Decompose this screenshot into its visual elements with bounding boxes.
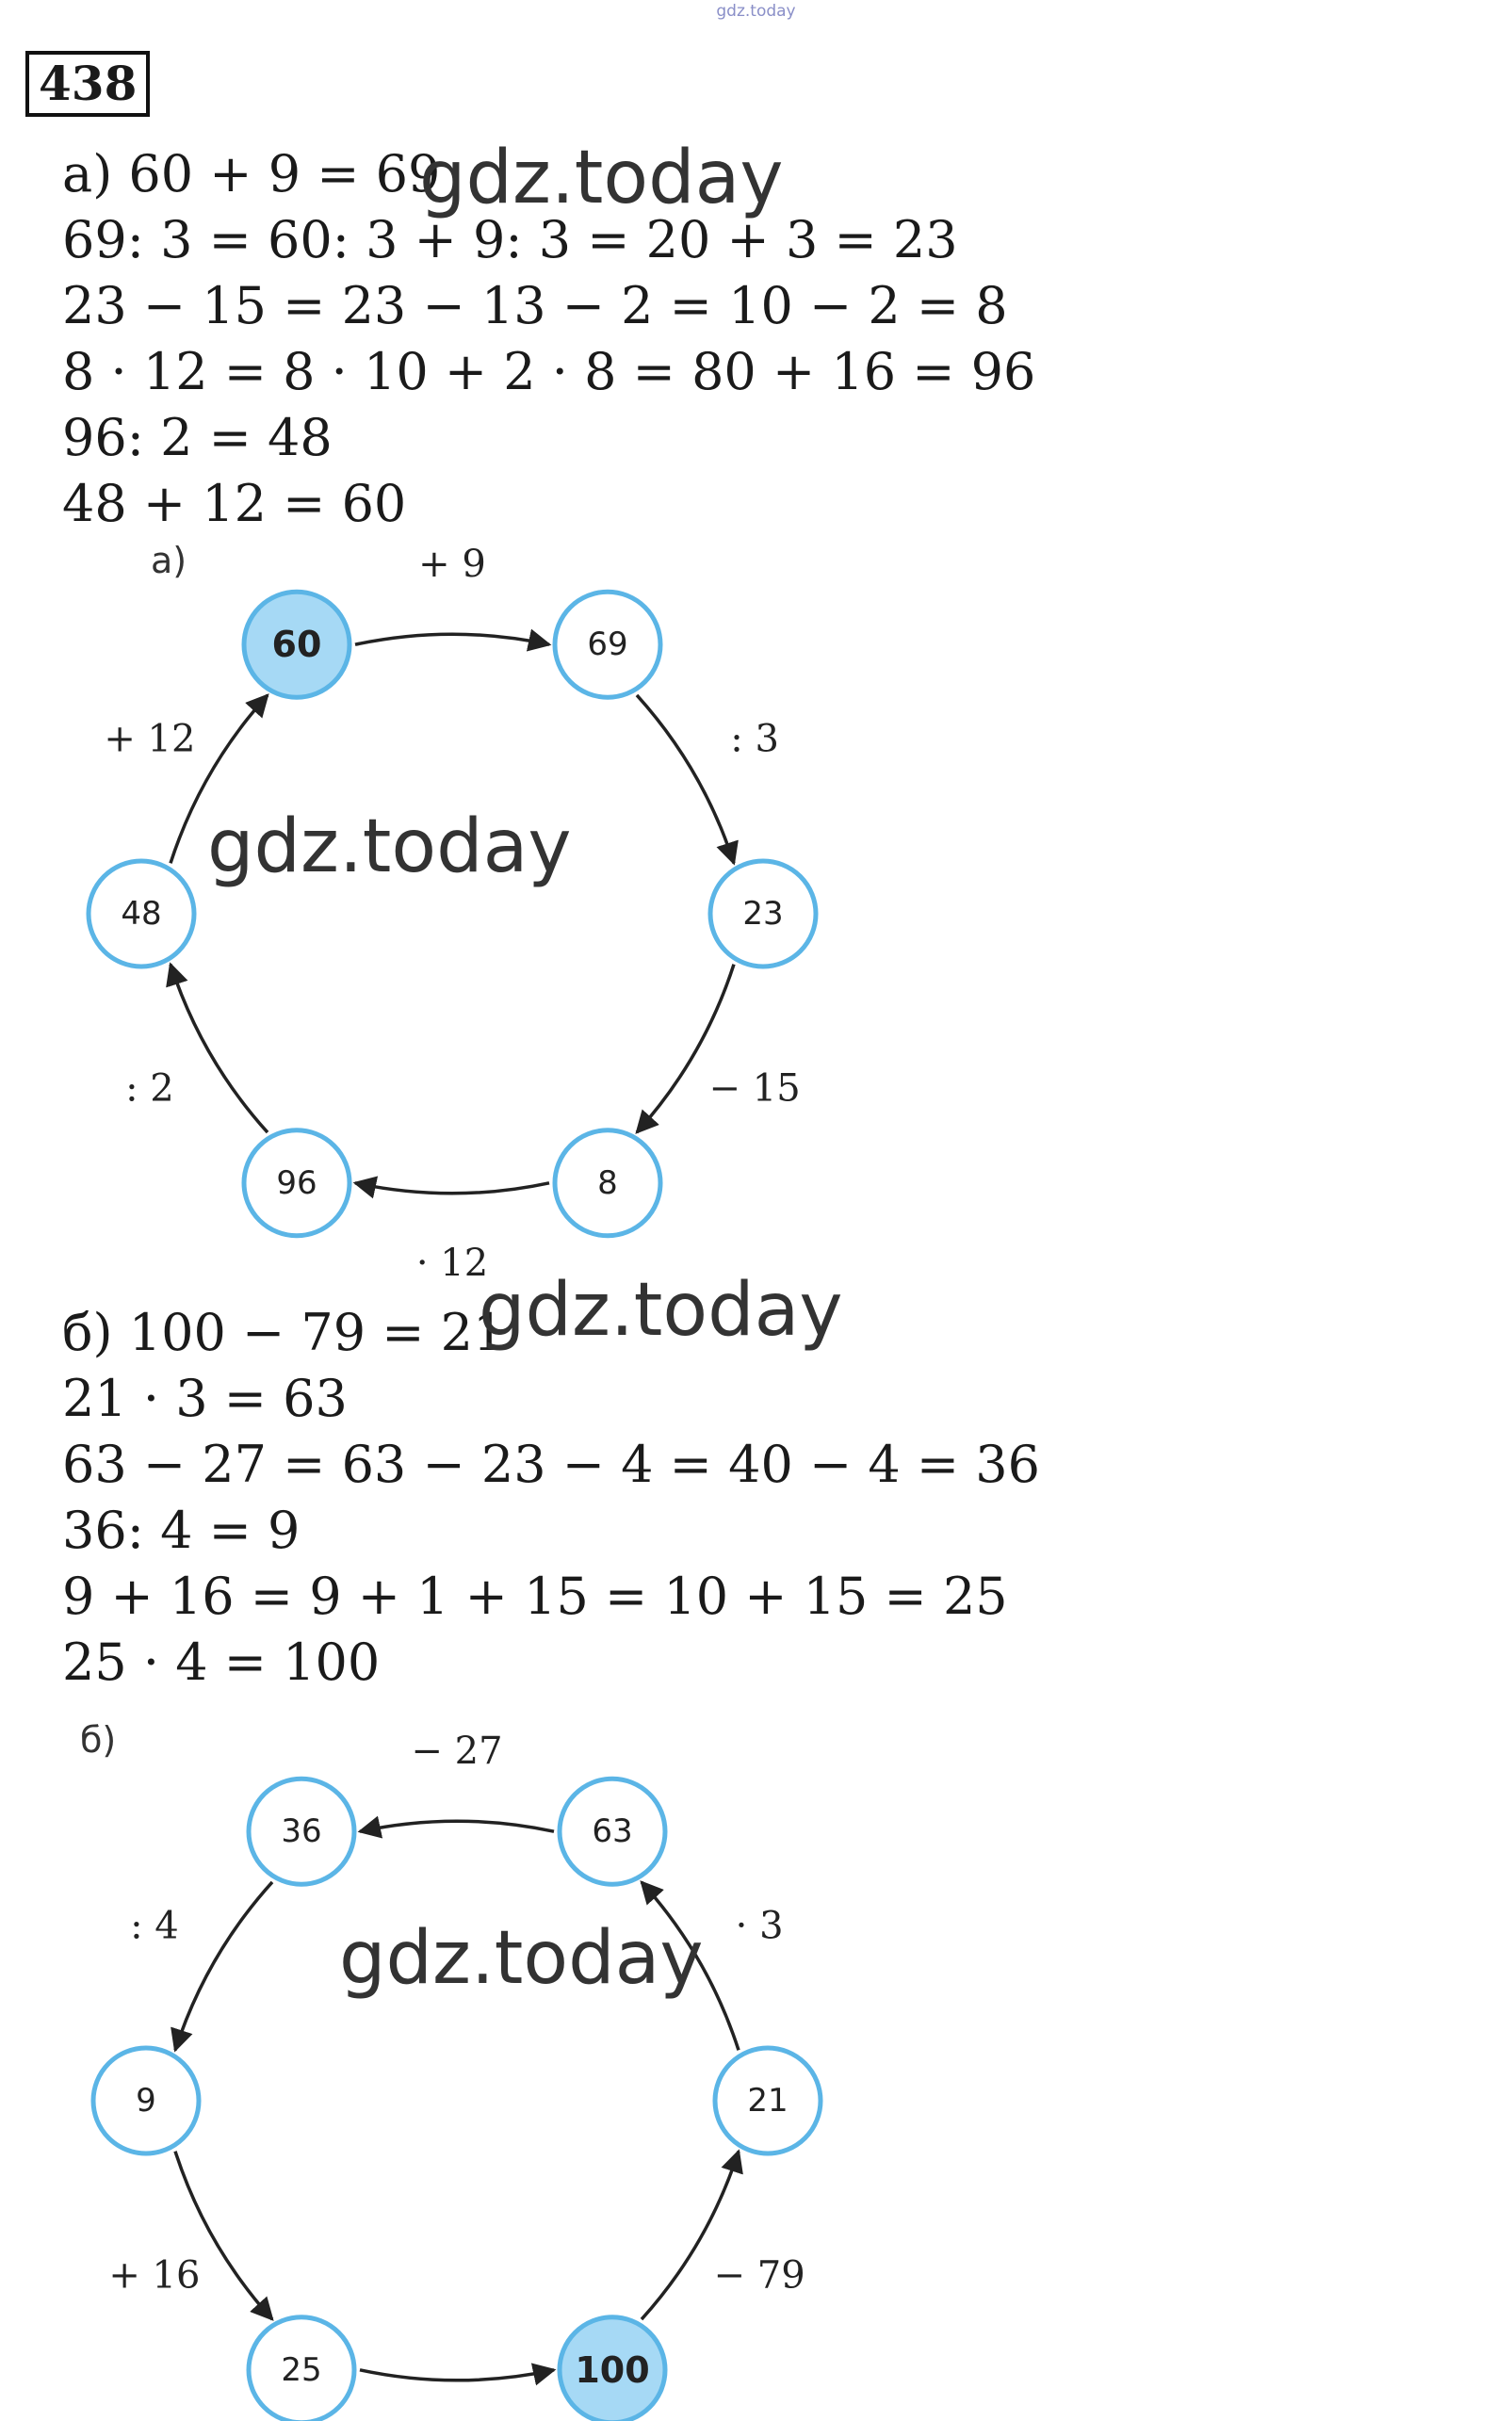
diagram-a-label: а): [151, 540, 187, 581]
cycle-arrow: [355, 634, 549, 644]
equation-line: 23 − 15 = 23 − 13 − 2 = 10 − 2 = 8: [62, 276, 1008, 335]
equation-line: б) 100 − 79 = 21: [62, 1303, 506, 1362]
equation-line: 25 · 4 = 100: [62, 1633, 381, 1692]
operation-label: : 2: [125, 1066, 174, 1111]
diagram-b-nodes: [93, 1779, 821, 2421]
watermark-text: gdz.today: [479, 1268, 843, 1353]
diagram-b-operations: [108, 1730, 805, 2421]
equation-line: 48 + 12 = 60: [62, 474, 407, 533]
equation-line: 9 + 16 = 9 + 1 + 15 = 10 + 15 = 25: [62, 1567, 1008, 1626]
cycle-arrow: [360, 1821, 554, 1831]
operation-label: : 4: [130, 1904, 179, 1948]
diagram-b-arcs: [175, 1821, 739, 2380]
operation-label: + 16: [108, 2253, 201, 2298]
equation-line: 63 − 27 = 63 − 23 − 4 = 40 − 4 = 36: [62, 1435, 1041, 1494]
diagram-a-operations: [104, 543, 800, 1285]
node-value: 9: [136, 2082, 156, 2120]
node-value: 23: [742, 895, 784, 933]
operation-label: − 27: [411, 1730, 503, 1774]
operation-label: : 3: [730, 717, 779, 761]
operation-label: · 12: [415, 1241, 489, 1285]
node-value: 48: [121, 895, 162, 933]
watermark-text: gdz.today: [207, 804, 572, 889]
equation-line: 21 · 3 = 63: [62, 1369, 348, 1428]
node-value: 21: [747, 2082, 789, 2120]
cycle-arrow: [360, 2370, 554, 2380]
cycle-arrow: [175, 1882, 272, 2050]
equation-line: 36: 4 = 9: [62, 1501, 301, 1560]
part-b-equations: [62, 1300, 1040, 1696]
cycle-arrow: [171, 965, 268, 1132]
operation-label: + 9: [418, 543, 486, 587]
operation-label: + 12: [104, 717, 196, 761]
watermark-text: gdz.today: [419, 136, 784, 220]
node-value: 63: [592, 1812, 633, 1851]
node-value: 25: [281, 2350, 322, 2389]
diagram-a-nodes: [89, 592, 816, 1236]
cycle-diagram-a: [0, 537, 1512, 1285]
cycle-diagram-b: [0, 1705, 1512, 2421]
equation-line: а) 60 + 9 = 69: [62, 144, 441, 203]
cycle-arrow: [355, 1183, 549, 1194]
node-value: 96: [276, 1163, 317, 1202]
operation-label: · 3: [735, 1904, 784, 1948]
operation-label: − 79: [713, 2253, 805, 2298]
equation-line: 96: 2 = 48: [62, 408, 333, 467]
watermark-text: gdz.today: [339, 1916, 704, 2001]
problem-number: 438: [25, 51, 150, 117]
equation-line: 69: 3 = 60: 3 + 9: 3 = 20 + 3 = 23: [62, 210, 958, 269]
node-value: 69: [587, 626, 628, 664]
top-watermark: gdz.today: [716, 2, 796, 21]
node-value: 60: [271, 624, 322, 666]
equation-line: 8 · 12 = 8 · 10 + 2 · 8 = 80 + 16 = 96: [62, 342, 1036, 401]
diagram-b-label: б): [80, 1719, 117, 1761]
cycle-arrow: [637, 695, 734, 863]
node-value: 36: [281, 1812, 322, 1851]
diagram-a-arcs: [171, 634, 734, 1194]
node-value: 100: [575, 2348, 650, 2391]
operation-label: − 15: [708, 1066, 801, 1111]
node-value: 8: [597, 1163, 618, 1202]
